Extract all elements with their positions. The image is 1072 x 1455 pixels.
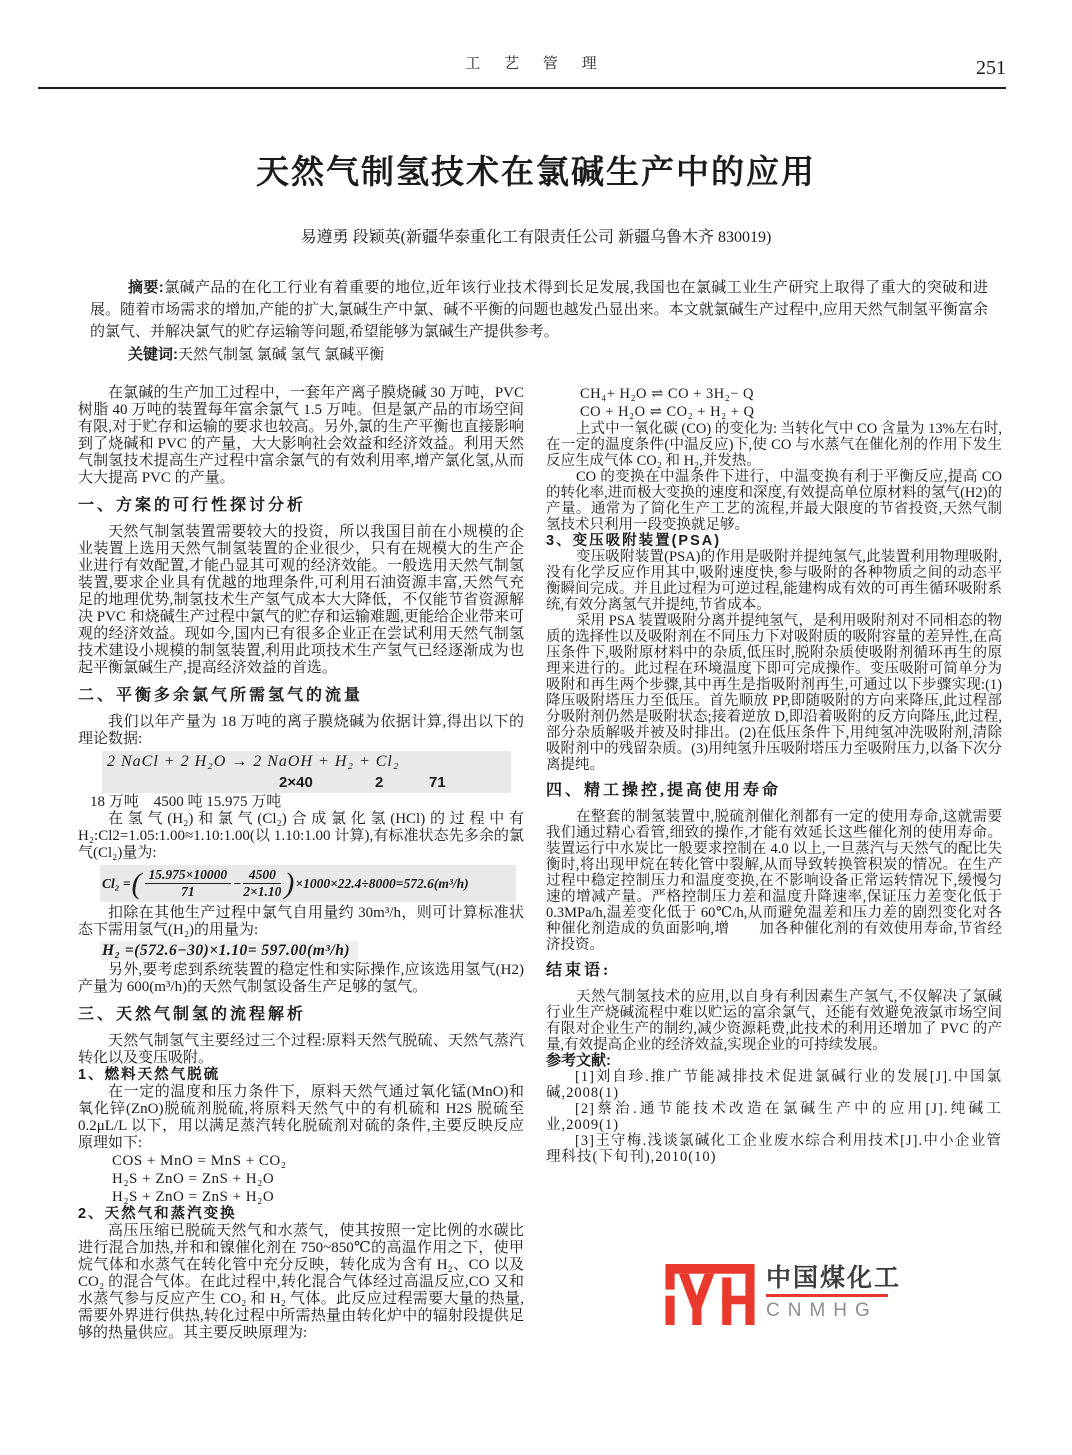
paragraph: 在整套的制氢装置中,脱硫剂催化剂都有一定的使用寿命,这就需要我们通过精心看管,细致的操作,才能有效延长这些催化剂的使用寿命。装置运行中水炭比一般要求控制在 4.0 以上,一旦蒸汽与天然气的配比失衡时,将出现甲烷在转化管中裂解,从而导致转换管积炭的情况。在生产过程中稳定控制压力和温度变换,在不影响设备正常运转情况下,缓慢匀速的增减产量。严格控制压力差和温度升降速率,保证压力差变化低于 0.3MPa/h,温差变化低于 60℃/h,从而避免温差和压力差的剧烈变化对各种催化剂造成的负面影响,增 加各种催化剂的有效使用寿命,节省经济投资。 — [546, 809, 1002, 953]
chem-equation: COS + MnO = MnS + CO₂ — [112, 1153, 287, 1170]
fraction-2 — [243, 867, 281, 900]
formula-lhs: Cl₂ = — [102, 876, 131, 892]
paragraph: 高压压缩已脱硫天然气和水蒸气，使其按照一定比例的水碳比进行混合加热,并和和镍催化剂在 750~850℃的高温作用之下，使甲烷气体和水蒸气在转化管中充分反映，转化成为含有 H₂、CO 以及 CO₂ 的混合气体。在此过程中,转化混合气体经过高温反应,CO 又和水蒸气参与反应产生 CO₂ 和 H₂ 气体。此反应过程需要大量的热量,需要外界进行供热,转化过程中所需热量由转化炉中的辐射段提供足够的热量供应。其主要反映原理为: — [78, 1223, 524, 1342]
header-rule — [38, 87, 1006, 89]
hydrogen-flow-formula-image: H₂ =(572.6−30)×1.10= 597.00(m³/h) — [100, 941, 358, 960]
paragraph: 上式中一氧化碳 (CO) 的变化为: 当转化气中 CO 含量为 13%左右时,在一定的温度条件(中温反应)下,使 CO 与水蒸气在催化剂的作用下发生反应生成气体 CO₂ 和 H₂,并发热。 — [546, 421, 1002, 469]
section-heading-4: 四、精工操控,提高使用寿命 — [546, 782, 782, 799]
fraction-1-denominator: 71 — [181, 884, 195, 900]
keywords-text: 天然气制氢 氯碱 氢气 氯碱平衡 — [178, 347, 385, 363]
paragraph: 在氯碱的生产加工过程中，一套年产离子膜烧碱 30 万吨，PVC 树脂 40 万吨的装置每年富余氯气 1.5 万吨。但是氯产品的市场空间有限,对于贮存和运输的要求也较高。另外,氯的生产平衡也直接影响到了烧碱和 PVC 的产量，大大影响社会效益和经济效益。利用天然气制氢技术提高生产过程中富余氯气的有效利用率,增产氯化氢,从而大大提高 PVC 的产量。 — [78, 385, 524, 486]
mass-values-line: 18 万吨 4500 吨 15.975 万吨 — [90, 794, 282, 810]
paragraph: 天然气制氢气主要经过三个过程:原料天然气脱硫、天然气蒸汽转化以及变压吸附。 — [78, 1033, 524, 1067]
references-label: 参考文献: — [546, 1052, 611, 1069]
subsection-heading-3: 3、变压吸附装置(PSA) — [546, 533, 722, 549]
logo-chinese-name: 中国煤化工 — [766, 1264, 902, 1292]
abstract — [90, 277, 988, 343]
molar-mass-cl2: 71 — [429, 774, 446, 791]
paragraph: 在一定的温度和压力条件下，原料天然气通过氧化锰(MnO)和氧化锌(ZnO)脱硫剂脱硫,将原料天然气中的有机硫和 H2S 脱硫至 0.2μL/L 以下，用以满足蒸汽转化脱硫剂对硫的条件,主要反映反应原理如下: — [78, 1084, 524, 1152]
subsection-heading-1: 1、燃料天然气脱硫 — [78, 1067, 221, 1084]
formula-rhs: ×1000×22.4÷8000=572.6(m³/h) — [295, 876, 469, 892]
right-column — [546, 385, 1002, 1165]
reaction-formula-image — [102, 751, 511, 793]
paragraph: 扣除在其他生产过程中氯气自用量约 30m³/h，则可计算标准状态下需用氢气(H₂)的用量为: — [78, 905, 524, 939]
section-heading-1: 一、方案的可行性探讨分析 — [78, 497, 307, 514]
conclusion-heading: 结束语: — [546, 962, 612, 979]
abstract-label: 摘要: — [128, 279, 164, 296]
subsection-heading-2: 2、天然气和蒸汽变换 — [78, 1206, 237, 1223]
stoichiometry-row — [107, 770, 511, 791]
fraction-1-numerator: 15.975×10000 — [145, 867, 232, 884]
paragraph: CO 的变换在中温条件下进行，中温变换有利于平衡反应,提高 CO 的转化率,进而极大变换的速度和深度,有效提高单位原材料的氢气(H2)的产量。通常为了简化生产工艺的流程,并最大限度的节省投资,天然气制氢技术只利用一段变换就足够。 — [546, 469, 1002, 533]
logo-underline — [766, 1294, 888, 1297]
cnmhg-watermark-logo — [664, 1264, 1016, 1332]
paragraph: 我们以年产量为 18 万吨的离子膜烧碱为依据计算,得出以下的理论数据: — [78, 714, 524, 747]
paragraph: 变压吸附装置(PSA)的作用是吸附并提纯氢气,此装置利用物理吸附,没有化学反应作用其中,吸附速度快,参与吸附的各种物质之间的动态平衡瞬间完成。并且此过程为可逆过程,能建构成有效的可再生循环吸附系统,有效分离氢气并提纯,节省成本。 — [546, 549, 1002, 613]
paragraph: 采用 PSA 装置吸附分离并提纯氢气，是利用吸附剂对不同相态的物质的选择性以及吸附剂在不同压力下对吸附质的吸附容量的差异性,在高压条件下,吸附原材料中的杂质,低压时,脱附杂质使吸附剂循环再生的原理来进行的。此过程在环境温度下即可完成操作。变压吸附可简单分为吸附和再生两个步骤,其中再生是指吸附剂再生,可通过以下步骤实现:(1)降压吸附塔压力至低压。首先顺放 PP,即随吸附的方向来降压,此过程部分吸附剂仍然是吸附状态;接着逆放 D,即沿着吸附的反方向降压,此过程,部分杂质解吸并被及时排出。(2)在低压条件下,用纯氢冲洗吸附剂,清除吸附剂中的残留杂质。(3)用纯氢升压吸附塔压力至吸附压力,以备下次分离提纯。 — [546, 613, 1002, 773]
keywords-label: 关键词: — [128, 346, 178, 363]
paragraph: 天然气制氢装置需要较大的投资，所以我国目前在小规模的企业装置上选用天然气制氢装置的企业很少，只有在规模大的生产企业进行有效配置,才能凸显其可观的经济效能。一般选用天然气制氢装置,要求企业具有优越的地理条件,可利用石油资源丰富,天然气充足的地理优势,制氢技术生产氢气成本大大降低，不仅能节省资源解决 PVC 和烧碱生产过程中氯气的贮存和运输难题,更能给企业带来可观的经济效益。现如今,国内已有很多企业正在尝试利用天然气制氢技术建设小规模的制氢装置,利用此项技术生产氢气已经逐渐成为也起平衡氯碱生产,提高经济效益的首选。 — [78, 524, 524, 676]
abstract-text: 氯碱产品的在化工行业有着重要的地位,近年该行业技术得到长足发展,我国也在氯碱工业生产研究上取得了重大的突破和进展。随着市场需求的增加,产能的扩大,氯碱生产中氯、碱不平衡的问题也越发凸显出来。本文就氯碱生产过程中,应用天然气制氢平衡富余的氯气、并解决氯气的贮存运输等问题,希望能够为氯碱生产提供参考。 — [90, 280, 988, 340]
front-matter — [90, 277, 988, 366]
molar-mass-naoh: 2×40 — [279, 774, 313, 791]
reference-item: [2]蔡治.通节能技术改造在氯碱生产中的应用[J].纯碱工业,2009(1) — [546, 1101, 1002, 1133]
journal-section-label: 工 艺 管 理 — [465, 56, 607, 72]
paragraph: 天然气制氢技术的应用,以自身有利因素生产氢气,不仅解决了氯碱行业生产烧碱流程中难以贮运的富余氯气，还能有效避免液氯市场空间有限对企业生产的制约,减少资源耗费,此技术的利用还增加了 PVC 的产量,有效提高企业的经济效益,实现企业的可持续发展。 — [546, 989, 1002, 1053]
page-number: 251 — [976, 57, 1006, 79]
paragraph: 另外,要考虑到系统装置的稳定性和实际操作,应该选用氢气(H2)产量为 600(m³/h)的天然气制氢设备生产足够的氢气。 — [78, 962, 524, 996]
fraction-2-numerator: 4500 — [243, 867, 281, 884]
fraction-2-denominator: 2×1.10 — [243, 884, 282, 900]
chem-equation: 2 NaCl + 2 H₂O → 2 NaOH + H₂ + Cl₂ — [107, 753, 400, 770]
minus-operator: − — [233, 876, 242, 892]
chem-equation: CO + H₂O ⇌ CO₂ + H₂ + Q — [580, 404, 755, 420]
close-paren: ) — [284, 866, 295, 900]
article-title: 天然气制氢技术在氯碱生产中的应用 — [256, 153, 816, 190]
section-heading-3: 三、天然气制氢的流程解析 — [78, 1006, 307, 1024]
chem-equation: H₂S + ZnO = ZnS + H₂O — [112, 1189, 275, 1206]
cnmhg-logo-mark-icon — [664, 1264, 756, 1325]
authors-line: 易遵勇 段颖英(新疆华泰重化工有限责任公司 新疆乌鲁木齐 830019) — [300, 229, 772, 246]
chem-equation: CH₄+ H₂O ⇌ CO + 3H₂− Q — [580, 386, 755, 402]
reference-item: [3]王守梅.浅谈氯碱化工企业废水综合利用技术[J].中小企业管理科技(下旬刊),2010(10) — [546, 1133, 1002, 1165]
paragraph: 在氢气(H₂)和氯气(Cl₂)合成氯化氢(HCl)的过程中有 H₂:Cl2=1.05:1.00≈1.10:1.00(以 1.10:1.00 计算),有标准状态先多余的氯气(Cl₂)量为: — [78, 811, 524, 861]
chem-equation: H₂S + ZnO = ZnS + H₂O — [112, 1171, 275, 1188]
logo-english-name: CNMHG — [766, 1300, 878, 1321]
reference-item: [1]刘自珍.推广节能减排技术促进氯碱行业的发展[J].中国氯碱,2008(1) — [546, 1069, 1002, 1101]
chlorine-flow-formula-image — [100, 865, 516, 902]
logo-text-block — [766, 1264, 901, 1321]
open-paren: ( — [131, 866, 142, 900]
fraction-1 — [145, 867, 232, 900]
section-heading-2: 二、平衡多余氯气所需氢气的流量 — [78, 687, 364, 704]
left-column — [78, 385, 524, 1342]
molar-mass-h2: 2 — [375, 774, 384, 791]
keywords — [90, 344, 988, 366]
